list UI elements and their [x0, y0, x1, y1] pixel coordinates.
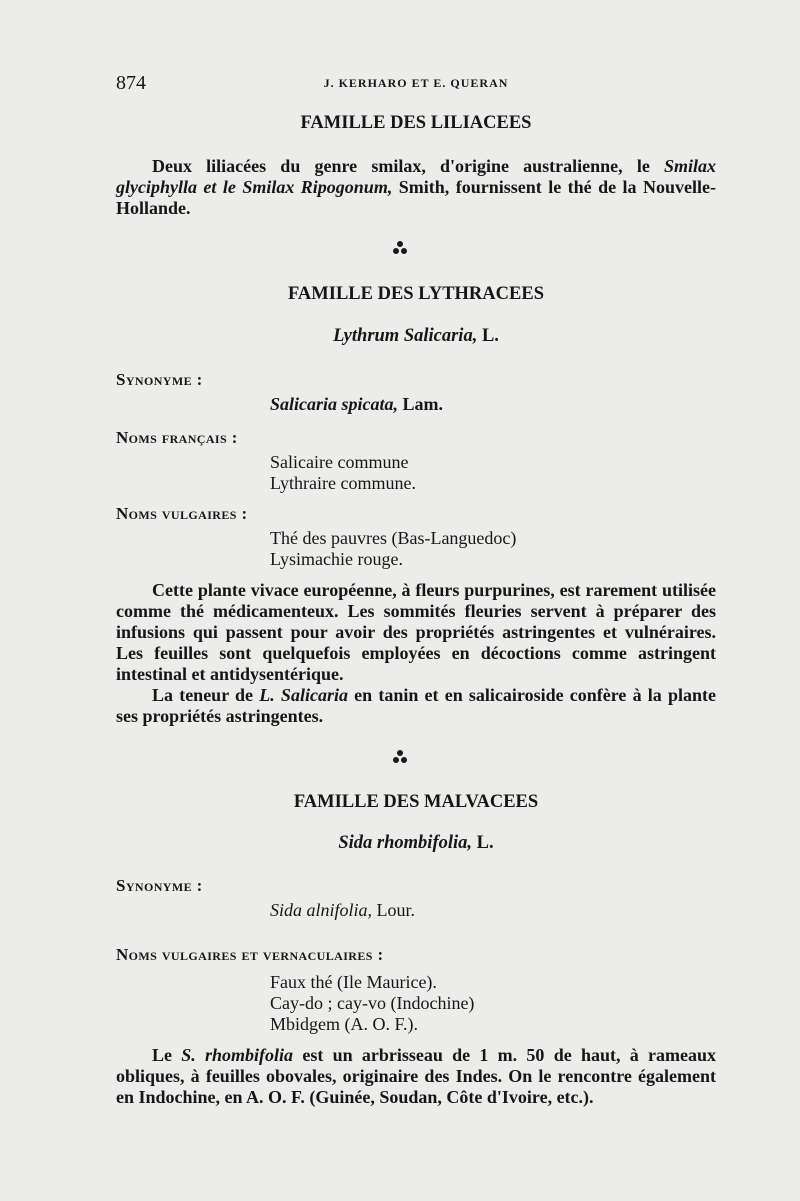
paragraph-liliacees-text-b: Smith, fournissent le thé de la Nouvelle-Hollande. [116, 177, 716, 218]
synonyme-malvacees [270, 900, 415, 921]
label-noms-vulgaires-vernaculaires: Noms vulgaires et vernaculaires : [116, 945, 384, 964]
page-number: 874 [116, 72, 146, 94]
label-synonyme-lythracees: Synonyme : [116, 370, 203, 389]
synonyme-name: Salicaria spicata, [270, 394, 399, 414]
list-item: Faux thé (Ile Maurice). [270, 972, 437, 992]
label-noms-francais: Noms français : [116, 428, 238, 447]
paragraph-liliacees-text-a: Deux liliacées du genre smilax, d'origine australienne, le [152, 156, 664, 176]
paragraph-liliacees [116, 156, 716, 219]
heading-lythracees: FAMILLE DES LYTHRACEES [288, 284, 544, 304]
fleuron-ornament-icon [388, 746, 412, 770]
noms-francais-list [270, 452, 416, 494]
paragraph-malvacees-text-b: est un arbrisseau de 1 m. 50 de haut, à rameaux obliques, à feuilles obovales, originaire des Indes. On le rencontre également en Indochine, en A. O. F. (Guinée, Soudan, Côte d'Ivoire, etc.). [116, 1045, 716, 1107]
label-noms-vulgaires: Noms vulgaires : [116, 504, 248, 523]
species-lythrum-salicaria [116, 326, 716, 347]
paragraph-lythracees-teneur [116, 685, 716, 727]
list-item: Lythraire commune. [270, 473, 416, 493]
heading-malvacees: FAMILLE DES MALVACEES [293, 792, 539, 812]
paragraph-lythracees-description: Cette plante vivace européenne, à fleurs purpurines, est rarement utilisée comme thé médicamenteux. Les sommités fleuries servent à préparer des infusions qui passent pour avoir des propriétés astringentes et vulnéraires. Les feuilles sont quelquefois employées en décoctions comme astringent intestinal et antidysentérique. [116, 580, 716, 684]
synonyme-author: Lour. [376, 900, 416, 920]
paragraph-malvacees-italic: S. rhombifolia [181, 1045, 294, 1065]
fleuron-ornament-icon [388, 237, 412, 261]
synonyme-author: Lam. [402, 394, 444, 414]
page-header [116, 72, 716, 96]
noms-vulgaires-list [270, 528, 516, 570]
species-name: Lythrum Salicaria, [333, 326, 478, 346]
synonyme-lythracees [270, 394, 443, 415]
species-author: L. [481, 326, 499, 346]
paragraph-malvacees-text-a: Le [152, 1045, 182, 1065]
list-item: Cay-do ; cay-vo (Indochine) [270, 993, 475, 1013]
heading-liliacees: FAMILLE DES LILIACEES [300, 113, 532, 133]
list-item: Lysimachie rouge. [270, 549, 403, 569]
list-item: Thé des pauvres (Bas-Languedoc) [270, 528, 517, 548]
paragraph-malvacees [116, 1045, 716, 1108]
synonyme-name: Sida alnifolia, [270, 900, 373, 920]
paragraph-teneur-text-a: La teneur de [152, 685, 260, 705]
list-item: Mbidgem (A. O. F.). [270, 1014, 419, 1034]
species-name: Sida rhombifolia, [338, 833, 473, 853]
noms-vernaculaires-list [270, 972, 474, 1035]
paragraph-teneur-text-b: en tanin et en salicairoside confère à la plante ses propriétés astringentes. [116, 685, 716, 726]
species-sida-rhombifolia [116, 833, 716, 854]
paragraph-teneur-italic: L. Salicaria [259, 685, 348, 705]
list-item: Salicaire commune [270, 452, 409, 472]
running-head: J. KERHARO ET E. QUERAN [323, 76, 509, 90]
species-author: L. [476, 833, 494, 853]
paragraph-liliacees-italic: Smilax glyciphylla et le Smilax Ripogonum, [116, 156, 716, 197]
label-synonyme-malvacees: Synonyme : [116, 876, 203, 895]
